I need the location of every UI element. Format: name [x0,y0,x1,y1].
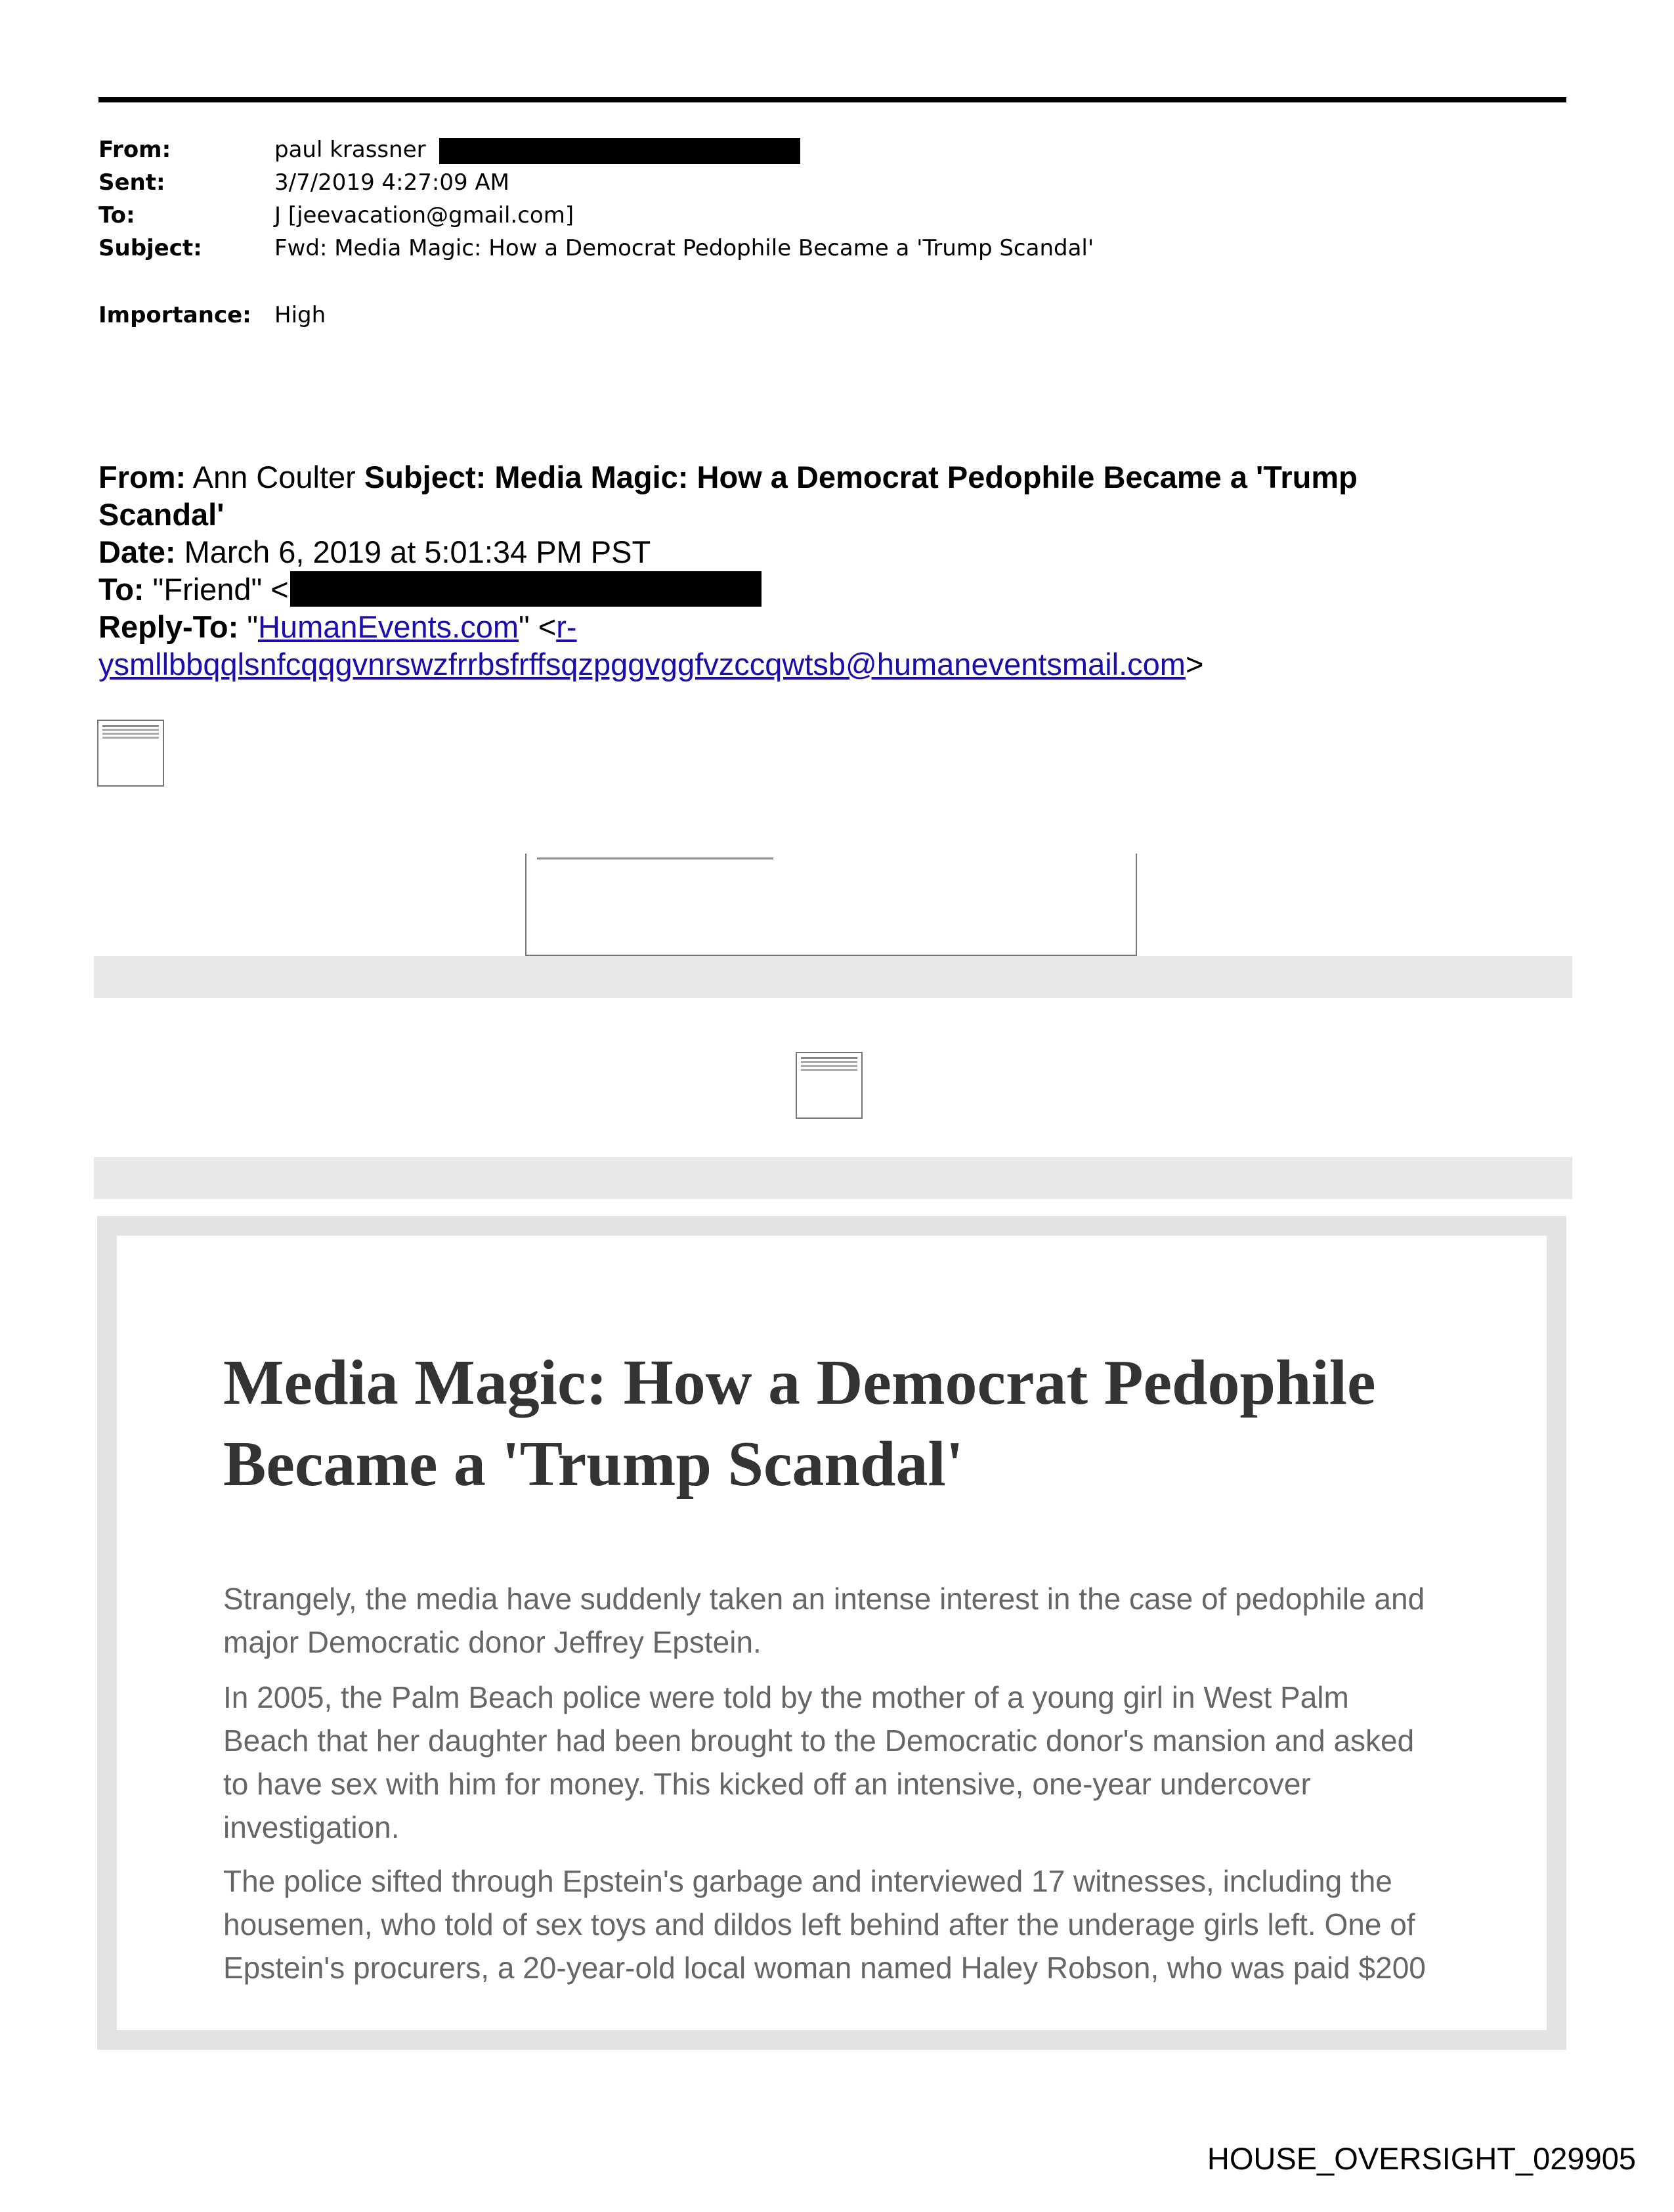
importance-value: High [274,302,326,328]
paragraph-line: Beach that her daughter had been brought to the Democratic donor's mansion and asked [223,1724,1415,1758]
replyto-address-link-cont[interactable]: ysmllbbqqlsnfcqqgvnrswzfrrbsfrffsqzpggvggfvzccqwtsb@humaneventsmail.com [98,647,1186,682]
fwd-subject-line2 [98,496,1543,533]
sent-value: 3/7/2019 4:27:09 AM [274,169,509,196]
divider-bar [94,956,1572,998]
fwd-from-subject-line [98,458,1543,496]
subject-value: Fwd: Media Magic: How a Democrat Pedophile Became a 'Trump Scandal' [274,235,1094,261]
to-label: To: [98,202,135,228]
redaction-bar [290,571,762,607]
bates-number: HOUSE_OVERSIGHT_029905 [1207,2141,1636,2176]
paragraph-line: The police sifted through Epstein's garbage and interviewed 17 witnesses, including the [223,1864,1392,1898]
importance-label: Importance: [98,302,251,328]
redaction-bar [439,138,800,164]
article-content [117,1236,1547,2030]
article-paragraph [223,1577,1503,1664]
headline-line: Media Magic: How a Democrat Pedophile [223,1347,1376,1418]
article-paragraph [223,1859,1503,1989]
paragraph-line: Epstein's procurers, a 20-year-old local woman named Haley Robson, who was paid $200 [223,1951,1426,1985]
fwd-date-label: Date: [98,534,176,569]
fwd-to-value: "Friend" < [144,572,289,607]
fwd-subject-value-cont: Scandal' [98,497,225,532]
fwd-from-label: From: [98,460,186,494]
paragraph-line: major Democratic donor Jeffrey Epstein. [223,1625,762,1659]
fwd-to-line [98,571,1543,608]
divider-bar [94,1157,1572,1199]
fwd-subject-value: Media Magic: How a Democrat Pedophile Became a 'Trump [486,460,1358,494]
fwd-from-value: Ann Coulter [186,460,364,494]
broken-image-banner [525,854,1137,956]
paragraph-line: to have sex with him for money. This kicked off an intensive, one-year undercover [223,1767,1311,1801]
paragraph-line: Strangely, the media have suddenly taken an intense interest in the case of pedophile and [223,1582,1425,1616]
humanevents-link[interactable]: HumanEvents.com [257,609,519,644]
broken-image-icon [796,1052,863,1119]
header-rule [98,97,1566,102]
from-value: paul krassner [274,137,426,163]
paragraph-line: In 2005, the Palm Beach police were told by the mother of a young girl in West Palm [223,1680,1349,1714]
from-label: From: [98,137,171,163]
fwd-date-line [98,533,1543,571]
fwd-replyto-sep: " < [519,609,557,644]
replyto-address-link[interactable]: r- [556,609,577,644]
paragraph-line: investigation. [223,1810,400,1844]
article-headline [223,1342,1470,1505]
fwd-replyto-label: Reply-To: [98,609,239,644]
paragraph-line: housemen, who told of sex toys and dildos left behind after the underage girls left. One of [223,1907,1415,1941]
fwd-subject-label: Subject: [364,460,486,494]
fwd-replyto-line [98,608,1543,645]
sent-label: Sent: [98,169,165,196]
fwd-replyto-line2 [98,645,1543,683]
headline-line: Became a 'Trump Scandal' [223,1429,964,1500]
broken-image-icon [97,720,164,787]
subject-label: Subject: [98,235,202,261]
article-card [97,1216,1566,2050]
fwd-replyto-quote: " [238,609,258,644]
fwd-date-value: March 6, 2019 at 5:01:34 PM PST [175,534,651,569]
to-value: J [jeevacation@gmail.com] [274,202,574,228]
fwd-to-label: To: [98,572,144,607]
fwd-replyto-close: > [1185,647,1204,682]
article-paragraph [223,1676,1503,1849]
